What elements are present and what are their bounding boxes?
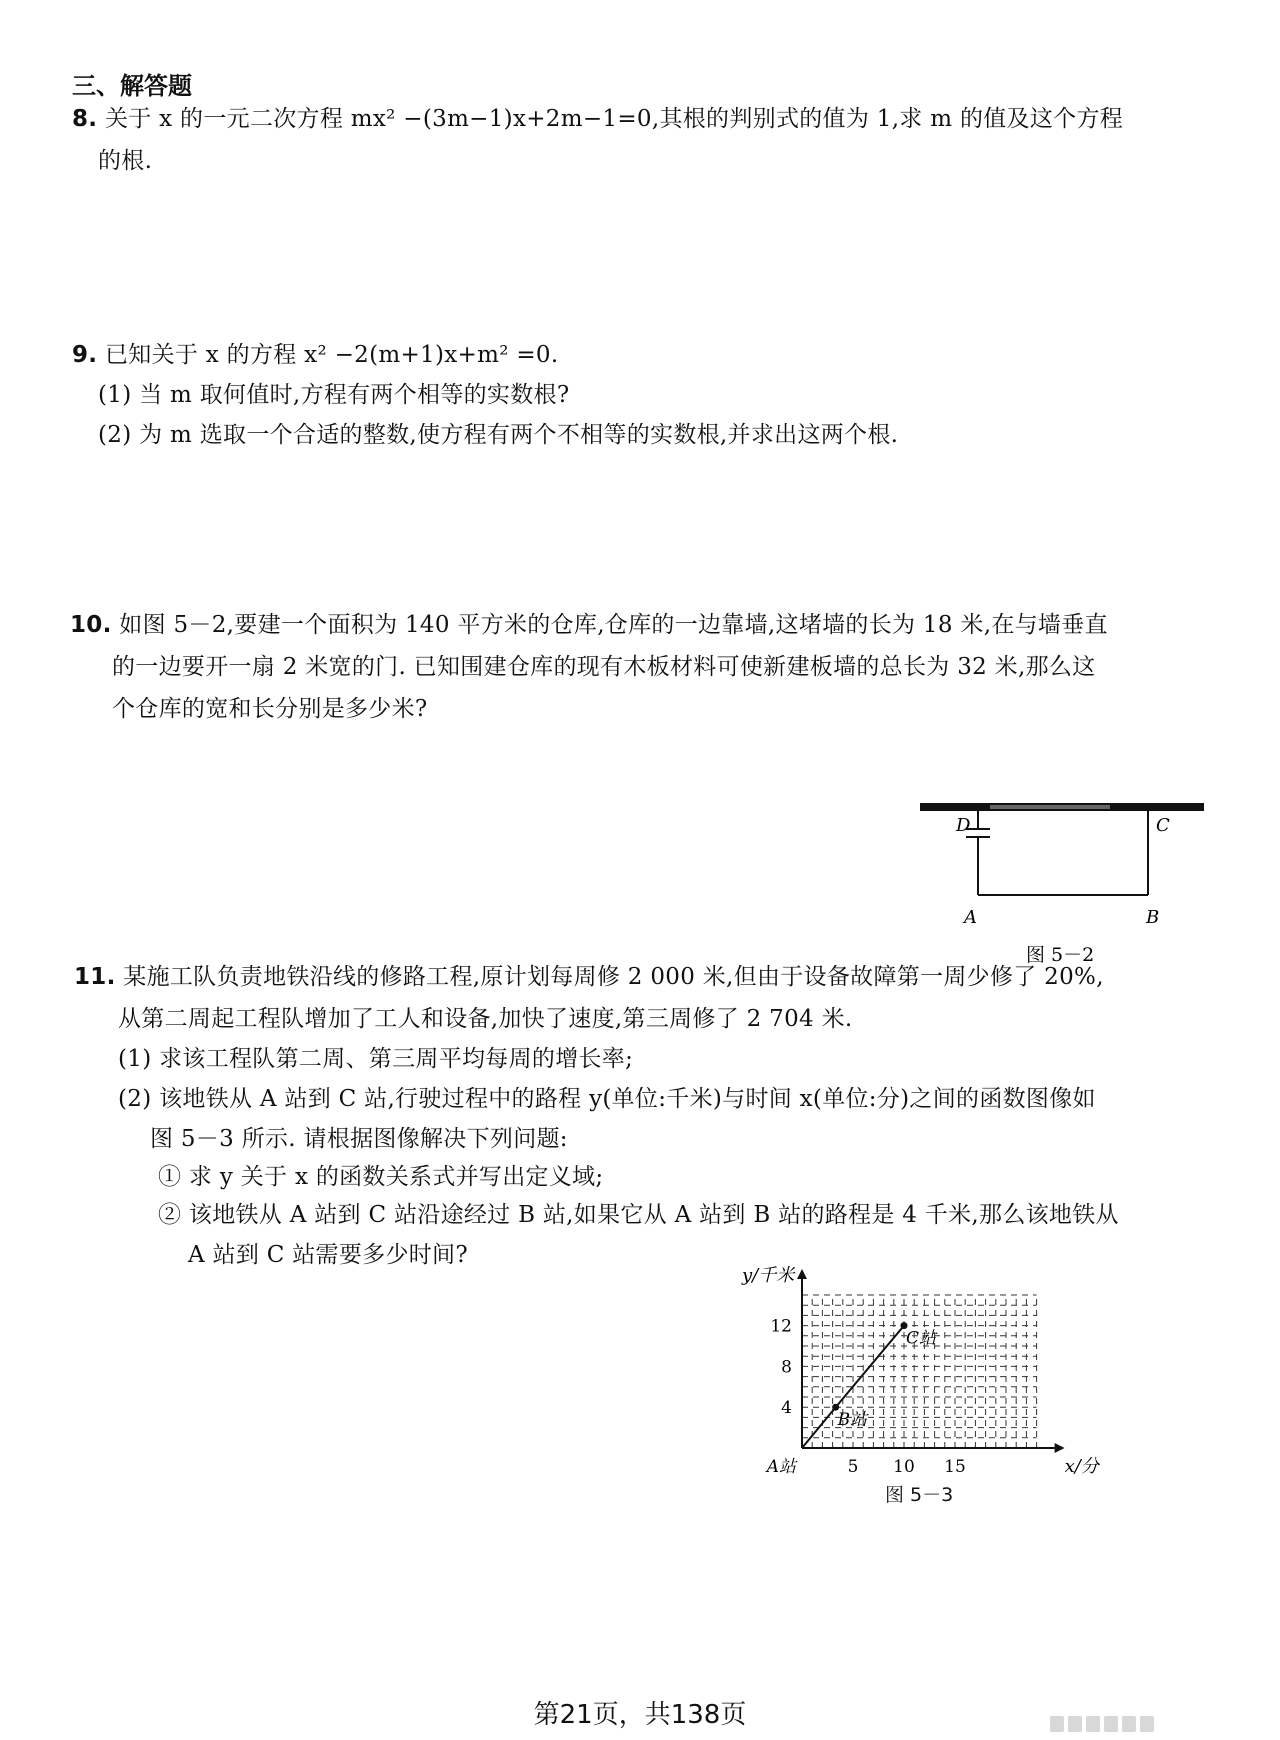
x-axis-label: x/分: [1064, 1456, 1099, 1477]
x-tick-label: 10: [893, 1457, 915, 1477]
x-tick-label: 15: [944, 1457, 966, 1477]
q10-text-1: 如图 5－2,要建一个面积为 140 平方米的仓库,仓库的一边靠墙,这堵墙的长为 18 米,在与墙垂直: [119, 612, 1108, 638]
y-tick-label: 8: [781, 1357, 792, 1378]
q10-line3: 个仓库的宽和长分别是多少米?: [112, 696, 428, 722]
x-axis-arrow: [1055, 1443, 1065, 1453]
q9-part1: (1) 当 m 取何值时,方程有两个相等的实数根?: [98, 382, 570, 408]
q11-part1: (1) 求该工程队第二周、第三周平均每周的增长率;: [118, 1046, 634, 1072]
q10-line1: [70, 606, 1108, 639]
y-axis-arrow: [797, 1269, 807, 1279]
page-footer: 第21页，共138页: [533, 1700, 747, 1730]
q10-line2: 的一边要开一扇 2 米宽的门. 已知围建仓库的现有木板材料可使新建板墙的总长为 32 米,那么这: [112, 654, 1096, 680]
q11-line1: [74, 958, 1104, 991]
q9-line1: [72, 336, 558, 369]
q9-number: 9.: [72, 342, 98, 368]
q11-text-1: 某施工队负责地铁沿线的修路工程,原计划每周修 2 000 米,但由于设备故障第一周少修了 20%,: [123, 964, 1104, 990]
label-b: B: [1146, 907, 1160, 928]
figure-5-3-chart: [720, 1240, 1120, 1520]
q11-sub2-line1: ② 该地铁从 A 站到 C 站沿途经过 B 站,如果它从 A 站到 B 站的路程是 4 千米,那么该地铁从: [158, 1202, 1119, 1228]
q11-part2-line1: (2) 该地铁从 A 站到 C 站,行驶过程中的路程 y(单位:千米)与时间 x(单位:分)之间的函数图像如: [118, 1086, 1096, 1112]
q8-line1: [72, 100, 1123, 133]
q9-text-1: 已知关于 x 的方程 x² −2(m+1)x+m² =0.: [104, 342, 559, 368]
wall-texture: [990, 805, 1110, 809]
q8-text-1: 关于 x 的一元二次方程 mx² −(3m−1)x+2m−1=0,其根的判别式的值为 1,求 m 的值及这个方程: [104, 106, 1124, 132]
q10-number: 10.: [70, 612, 112, 638]
q8-line2: 的根.: [98, 148, 153, 174]
y-axis-label: y/千米: [742, 1265, 795, 1286]
x-tick-label: 5: [847, 1457, 859, 1477]
q11-line2: 从第二周起工程队增加了工人和设备,加快了速度,第三周修了 2 704 米.: [118, 1006, 853, 1032]
figure-5-2-caption: 图 5－2: [1026, 944, 1095, 966]
point-label: A站: [766, 1457, 796, 1477]
section-title: 三、解答题: [72, 72, 192, 100]
q11-number: 11.: [74, 964, 116, 990]
point-label: C站: [906, 1328, 937, 1349]
figure-5-3-caption: 图 5－3: [885, 1484, 954, 1506]
point-label: B站: [837, 1410, 868, 1431]
y-tick-label: 12: [770, 1316, 792, 1337]
label-c: C: [1156, 815, 1170, 836]
q9-part2: (2) 为 m 选取一个合适的整数,使方程有两个不相等的实数根,并求出这两个根.: [98, 422, 899, 448]
q8-number: 8.: [72, 106, 98, 132]
q11-sub1: ① 求 y 关于 x 的函数关系式并写出定义域;: [158, 1164, 604, 1190]
y-tick-label: 4: [781, 1398, 792, 1419]
q11-part2-line2: 图 5－3 所示. 请根据图像解决下列问题:: [150, 1126, 568, 1152]
q11-sub2-line2: A 站到 C 站需要多少时间?: [188, 1242, 468, 1268]
label-a: A: [964, 907, 977, 928]
label-d: D: [956, 815, 971, 836]
